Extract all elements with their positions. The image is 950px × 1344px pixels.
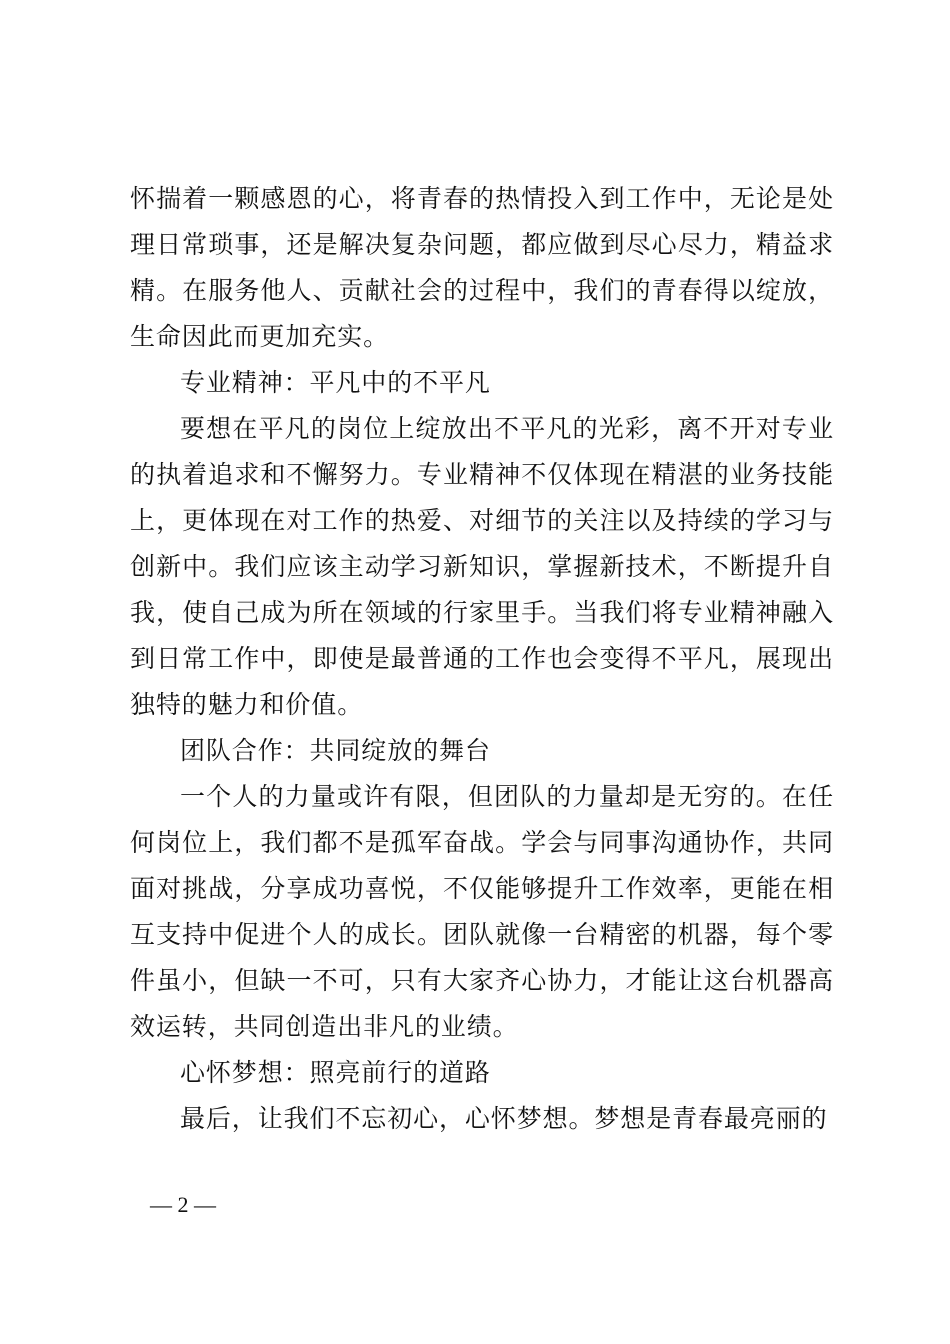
paragraph-teamwork: 一个人的力量或许有限，但团队的力量却是无穷的。在任何岗位上，我们都不是孤军奋战。学会与同事沟通协作，共同面对挑战，分享成功喜悦，不仅能够提升工作效率，更能在相互支持中促进个人的成长。团队就像一台精密的机器，每个零件虽小，但缺一不可，只有大家齐心协力，才能让这台机器高效运转，共同创造出非凡的业绩。 <box>130 782 834 1041</box>
paragraph-continuation: 怀揣着一颗感恩的心，将青春的热情投入到工作中，无论是处理日常琐事，还是解决复杂问题，都应做到尽心尽力，精益求精。在服务他人、贡献社会的过程中，我们的青春得以绽放，生命因此而更加充实。 <box>130 184 834 351</box>
paragraph-dreams: 最后，让我们不忘初心，心怀梦想。梦想是青春最亮丽的 <box>180 1104 828 1133</box>
page-number: — 2 — <box>150 1192 216 1217</box>
section-heading-teamwork: 团队合作：共同绽放的舞台 <box>180 736 491 765</box>
section-heading-professionalism: 专业精神：平凡中的不平凡 <box>180 368 491 397</box>
section-heading-dreams: 心怀梦想：照亮前行的道路 <box>180 1058 491 1087</box>
body-text <box>130 176 834 1142</box>
paragraph-professionalism: 要想在平凡的岗位上绽放出不平凡的光彩，离不开对专业的执着追求和不懈努力。专业精神不仅体现在精湛的业务技能上，更体现在对工作的热爱、对细节的关注以及持续的学习与创新中。我们应该主动学习新知识，掌握新技术，不断提升自我，使自己成为所在领域的行家里手。当我们将专业精神融入到日常工作中，即使是最普通的工作也会变得不平凡，展现出独特的魅力和价值。 <box>130 414 834 719</box>
